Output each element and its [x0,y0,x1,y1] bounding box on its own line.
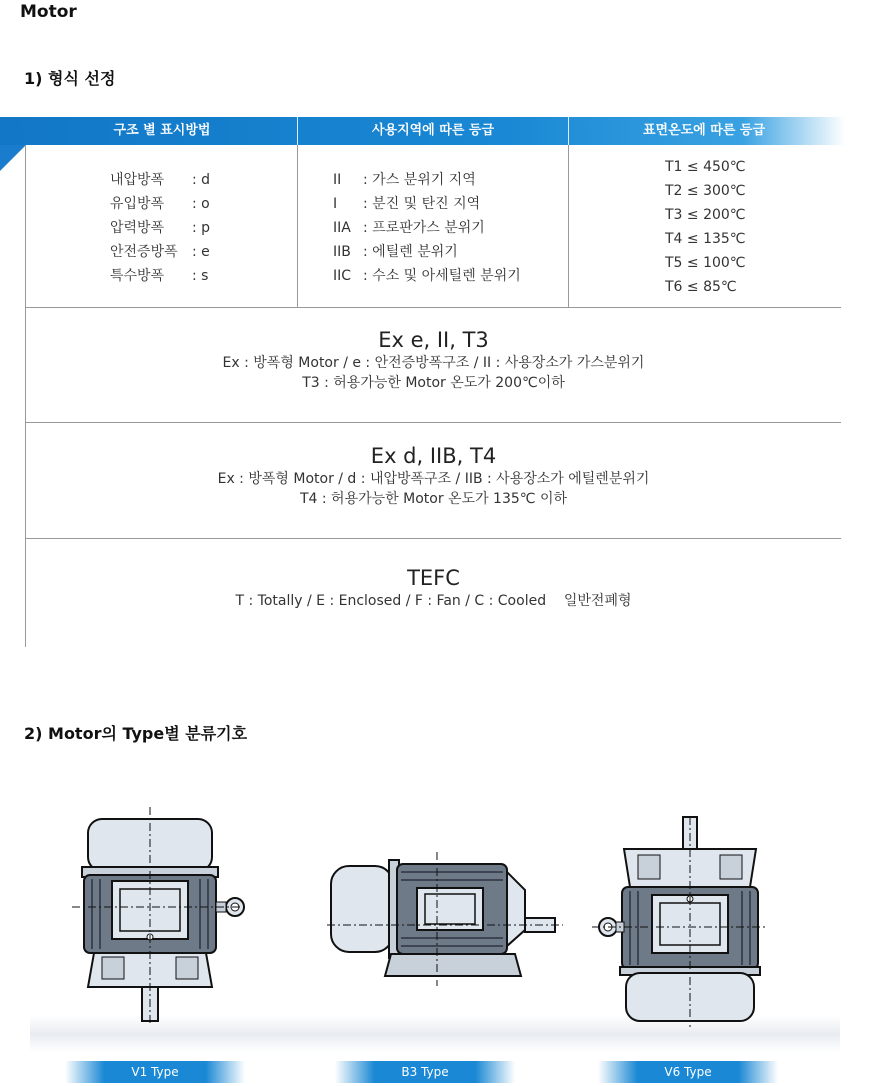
example-title: Ex e, II, T3 [378,328,489,352]
list-item: 유입방폭 : o [110,196,210,212]
list-item: T2 ≤ 300℃ [665,183,746,199]
list-item: T6 ≤ 85℃ [665,279,737,295]
v6-motor-image [590,815,770,1030]
list-item: II : 가스 분위기 지역 [333,172,476,188]
col-divider-2 [568,145,569,307]
list-item: T3 ≤ 200℃ [665,207,746,223]
temperature-grade-list [665,155,746,299]
row-divider-1 [25,307,841,308]
example-line: T : Totally / E : Enclosed / F : Fan / C : Cooled 일반전폐형 [235,593,632,609]
list-item: 압력방폭 : p [110,220,211,236]
col-header-temperature: 표면온도에 따른 등급 [642,123,766,138]
v1-type-label: V1 Type [65,1061,245,1083]
example-title: Ex d, IIB, T4 [370,444,497,468]
list-item: T4 ≤ 135℃ [665,231,746,247]
col-header-area: 사용지역에 따른 등급 [371,123,495,138]
list-item: 안전증방폭 : e [110,244,210,260]
example-line: Ex : 방폭형 Motor / e : 안전증방폭구조 / II : 사용장소가 가스분위기 [222,355,645,371]
example-line: T4 : 허용가능한 Motor 온도가 135℃ 이하 [299,491,568,507]
b3-motor-image [325,850,565,990]
v6-type-label: V6 Type [598,1061,778,1083]
example-block-3 [26,565,841,611]
row-divider-3 [25,538,841,539]
list-item: 특수방폭 : s [110,268,209,284]
list-item: IIA : 프로판가스 분위기 [333,220,485,236]
list-item: IIB : 에틸렌 분위기 [333,244,458,260]
section1-heading: 1) 형식 선정 [24,69,116,88]
list-item: I : 분진 및 탄진 지역 [333,196,481,212]
page-title: Motor [20,2,77,22]
col-header-structure: 구조 별 표시방법 [113,123,211,138]
example-line: T3 : 허용가능한 Motor 온도가 200℃이하 [302,375,565,391]
row-divider-2 [25,422,841,423]
section2-heading: 2) Motor의 Type별 분류기호 [24,724,248,743]
list-item: IIC : 수소 및 아세틸렌 분위기 [333,268,521,284]
example-block-1 [26,327,841,393]
corner-triangle [0,145,26,171]
list-item: T5 ≤ 100℃ [665,255,746,271]
example-title: TEFC [407,566,460,590]
b3-type-label: B3 Type [335,1061,515,1083]
protection-method-list [110,168,210,288]
area-grade-list [333,168,521,288]
v1-motor-image [70,805,250,1025]
col-divider-1 [297,145,298,307]
example-line: Ex : 방폭형 Motor / d : 내압방폭구조 / IIB : 사용장소가 에틸렌분위기 [217,471,650,487]
list-item: 내압방폭 : d [110,172,211,188]
list-item: T1 ≤ 450℃ [665,159,746,175]
table-header [0,117,845,145]
example-block-2 [26,443,841,509]
